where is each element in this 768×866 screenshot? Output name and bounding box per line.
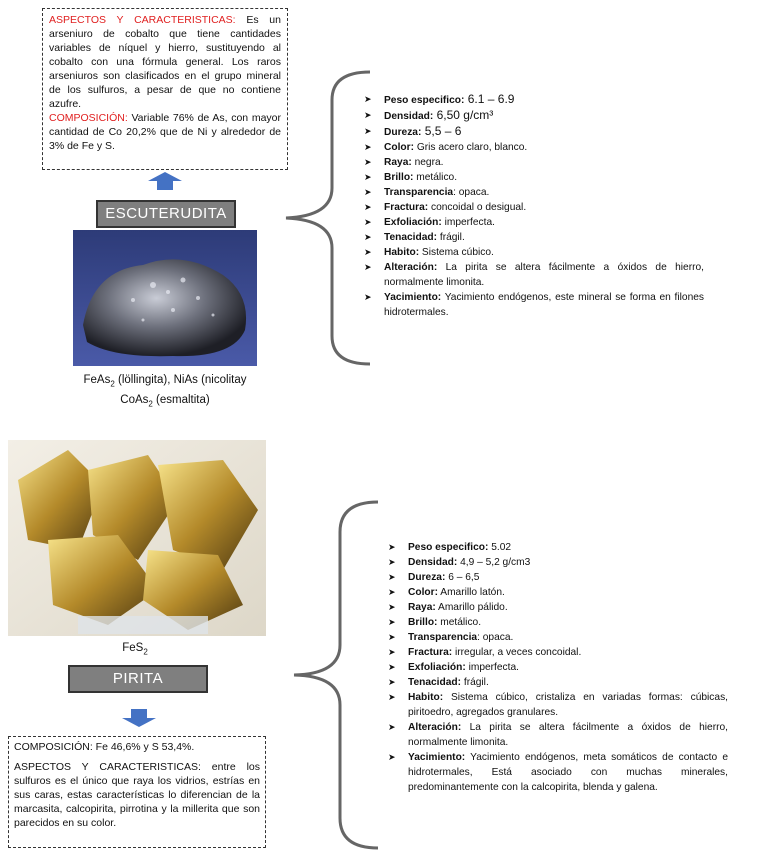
pirita-formula <box>100 640 170 660</box>
arrow-bullet-icon: ➤ <box>388 662 396 672</box>
property-value: Sistema cúbico. <box>419 247 494 258</box>
property-label: Brillo: <box>384 172 414 183</box>
property-label: Habito: <box>408 692 444 703</box>
escuterudita-aspects-heading: ASPECTOS Y CARACTERISTICAS: <box>49 14 236 26</box>
pirita-property-item <box>388 675 728 690</box>
pirita-property-item <box>388 630 728 645</box>
pirita-property-item <box>388 570 728 585</box>
property-value: 5,5 – 6 <box>421 124 462 138</box>
property-label: Raya: <box>408 602 436 613</box>
arrow-bullet-icon: ➤ <box>388 557 396 567</box>
arrow-bullet-icon: ➤ <box>388 722 396 732</box>
arrow-bullet-icon: ➤ <box>364 172 372 182</box>
property-value: Yacimiento endógenos, meta somáticos de contacto e hidrotermales, Está asociado con muchas minerales, predominantemente con la calcopirita, blenda y galena. <box>408 752 728 793</box>
pirita-brace <box>290 500 380 850</box>
arrow-bullet-icon: ➤ <box>388 752 396 762</box>
formula-subscript: 2 <box>110 379 115 389</box>
property-value: Amarillo latón. <box>438 587 505 598</box>
property-label: Densidad: <box>384 111 434 122</box>
down-arrow-icon <box>122 709 156 727</box>
arrow-bullet-icon: ➤ <box>388 647 396 657</box>
property-label: Tenacidad: <box>408 677 462 688</box>
pirita-property-item <box>388 540 728 555</box>
property-value: : opaca. <box>453 187 490 198</box>
property-label: Habito: <box>384 247 420 258</box>
pirita-property-item <box>388 720 728 750</box>
escuterudita-property-item <box>364 155 704 170</box>
pirita-property-item <box>388 750 728 795</box>
arrow-bullet-icon: ➤ <box>388 677 396 687</box>
arrow-bullet-icon: ➤ <box>388 572 396 582</box>
escuterudita-property-item <box>364 170 704 185</box>
escuterudita-property-item <box>364 124 704 140</box>
property-label: Alteración: <box>408 722 462 733</box>
property-label: Yacimiento: <box>384 292 442 303</box>
formula-text: FeS <box>122 642 144 654</box>
arrow-bullet-icon: ➤ <box>388 632 396 642</box>
escuterudita-title: ESCUTERUDITA <box>96 200 236 228</box>
escuterudita-property-item <box>364 245 704 260</box>
up-arrow-icon <box>148 172 182 190</box>
property-label: Transparencia <box>384 187 454 198</box>
property-label: Yacimiento: <box>408 752 466 763</box>
property-label: Dureza: <box>408 572 446 583</box>
escuterudita-property-item <box>364 215 704 230</box>
arrow-bullet-icon: ➤ <box>364 142 372 152</box>
arrow-bullet-icon: ➤ <box>364 262 372 272</box>
property-value: 6,50 g/cm³ <box>433 108 494 122</box>
escuterudita-property-item <box>364 92 704 108</box>
property-label: Fractura: <box>408 647 453 658</box>
arrow-bullet-icon: ➤ <box>364 157 372 167</box>
property-label: Peso especifico: <box>384 95 465 106</box>
pirita-aspects-text: ASPECTOS Y CARACTERISTICAS: entre los sulfuros es el único que raya los vidrios, estrías en sus caras, estas características lo diferencian de la marcasita, calcopirita, pirrotina y la millerita que son parecidos en su color. <box>14 761 260 829</box>
arrow-bullet-icon: ➤ <box>364 247 372 257</box>
formula-subscript: 2 <box>148 399 153 409</box>
escuterudita-photo <box>73 230 257 366</box>
property-value: concoidal o desigual. <box>428 202 527 213</box>
pirita-properties-list <box>388 540 728 795</box>
property-value: frágil. <box>461 677 489 688</box>
property-value: Sistema cúbico, cristaliza en variadas formas: cúbicas, piritoedro, agregados granulares. <box>408 692 728 718</box>
property-value: imperfecta. <box>465 662 519 673</box>
pirita-composition-text: COMPOSICIÓN: Fe 46,6% y S 53,4%. <box>14 741 195 753</box>
escuterudita-composition-text: Variable 76% de As, con mayor cantidad de Co 20,2% que de Ni y alrededor de 3% de Fe y S. <box>49 112 281 152</box>
escuterudita-property-item <box>364 200 704 215</box>
pirita-photo <box>8 440 266 636</box>
property-label: Exfoliación: <box>384 217 442 228</box>
property-value: irregular, a veces concoidal. <box>452 647 582 658</box>
property-value: Yacimiento endógenos, este mineral se forma en filones hidrotermales. <box>384 292 704 318</box>
property-value: : opaca. <box>477 632 514 643</box>
property-label: Peso especifico: <box>408 542 489 553</box>
escuterudita-brace <box>282 70 372 366</box>
property-value: negra. <box>411 157 444 168</box>
arrow-bullet-icon: ➤ <box>364 217 372 227</box>
property-label: Color: <box>384 142 414 153</box>
property-label: Dureza: <box>384 127 422 138</box>
formula-text: (esmaltita) <box>152 394 210 407</box>
pirita-property-item <box>388 615 728 630</box>
escuterudita-property-item <box>364 140 704 155</box>
property-value: 4,9 – 5,2 g/cm3 <box>457 557 531 568</box>
arrow-bullet-icon: ➤ <box>364 94 372 104</box>
escuterudita-property-item <box>364 230 704 245</box>
pirita-description-box <box>8 736 266 848</box>
property-label: Exfoliación: <box>408 662 466 673</box>
arrow-bullet-icon: ➤ <box>364 202 372 212</box>
arrow-bullet-icon: ➤ <box>388 542 396 552</box>
property-value: Amarillo pálido. <box>435 602 508 613</box>
formula-text: FeAs <box>83 374 111 386</box>
pirita-property-item <box>388 600 728 615</box>
arrow-bullet-icon: ➤ <box>364 232 372 242</box>
arrow-bullet-icon: ➤ <box>388 617 396 627</box>
formula-text: CoAs <box>120 394 149 407</box>
property-label: Brillo: <box>408 617 438 628</box>
property-label: Densidad: <box>408 557 458 568</box>
property-value: Gris acero claro, blanco. <box>414 142 528 153</box>
escuterudita-property-item <box>364 185 704 200</box>
pirita-property-item <box>388 690 728 720</box>
property-value: imperfecta. <box>441 217 495 228</box>
escuterudita-property-item <box>364 290 704 320</box>
pirita-property-item <box>388 645 728 660</box>
pirita-property-item <box>388 555 728 570</box>
escuterudita-properties-list <box>364 92 704 320</box>
pirita-property-item <box>388 585 728 600</box>
arrow-bullet-icon: ➤ <box>364 292 372 302</box>
property-value: La pirita se altera fácilmente a óxidos de hierro, normalmente limonita. <box>408 722 728 748</box>
property-label: Raya: <box>384 157 412 168</box>
property-label: Fractura: <box>384 202 429 213</box>
arrow-bullet-icon: ➤ <box>388 587 396 597</box>
property-value: frágil. <box>437 232 465 243</box>
property-value: 6 – 6,5 <box>445 572 480 583</box>
property-label: Color: <box>408 587 438 598</box>
property-label: Alteración: <box>384 262 438 273</box>
formula-text: (löllingita), NiAs (nicolitay <box>114 374 247 386</box>
escuterudita-composition-heading: COMPOSICIÓN: <box>49 112 128 124</box>
property-value: metálico. <box>413 172 458 183</box>
pirita-property-item <box>388 660 728 675</box>
pirita-title: PIRITA <box>68 665 208 693</box>
arrow-bullet-icon: ➤ <box>364 110 372 120</box>
property-label: Transparencia <box>408 632 478 643</box>
property-value: metálico. <box>437 617 482 628</box>
escuterudita-property-item <box>364 260 704 290</box>
escuterudita-aspects-text: Es un arseniuro de cobalto que tiene cantidades variables de níquel y hierro, sustituyendo al cobalto con una fórmula general. Los raros arseniuros son clasificados en el grupo mineral de los sulfuros, a pesar de que no contiene azufre. <box>49 14 281 110</box>
property-value: La pirita se altera fácilmente a óxidos de hierro, normalmente limonita. <box>384 262 704 288</box>
property-value: 5.02 <box>488 542 512 553</box>
arrow-bullet-icon: ➤ <box>364 126 372 136</box>
escuterudita-description-box <box>42 8 288 170</box>
formula-subscript: 2 <box>143 647 148 657</box>
escuterudita-formula <box>60 372 270 413</box>
arrow-bullet-icon: ➤ <box>388 692 396 702</box>
arrow-bullet-icon: ➤ <box>364 187 372 197</box>
property-label: Tenacidad: <box>384 232 438 243</box>
arrow-bullet-icon: ➤ <box>388 602 396 612</box>
escuterudita-property-item <box>364 108 704 124</box>
property-value: 6.1 – 6.9 <box>464 92 515 106</box>
